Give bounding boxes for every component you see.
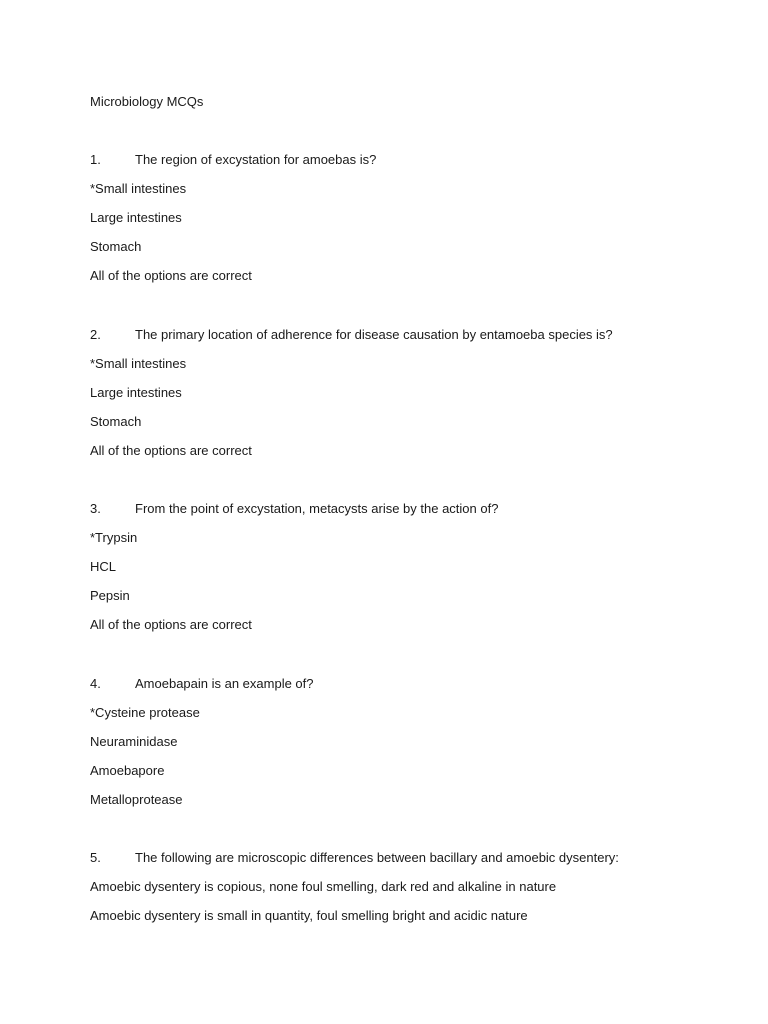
question-2 [90, 327, 613, 343]
answer-option: Pepsin [90, 588, 130, 603]
question-text: The primary location of adherence for disease causation by entamoeba species is? [135, 327, 613, 342]
answer-option: Amoebic dysentery is small in quantity, foul smelling bright and acidic nature [90, 908, 528, 923]
answer-option: All of the options are correct [90, 617, 252, 632]
question-number: 3. [90, 501, 101, 516]
question-text: Amoebapain is an example of? [135, 676, 314, 691]
answer-option: HCL [90, 559, 117, 574]
question-number: 5. [90, 850, 101, 865]
answer-option: Neuraminidase [90, 734, 178, 749]
question-5 [90, 850, 619, 866]
question-text: From the point of excystation, metacysts arise by the action of? [135, 501, 499, 516]
question-number: 1. [90, 152, 101, 167]
answer-option: Amoebapore [90, 763, 165, 778]
question-number: 4. [90, 676, 101, 691]
answer-option: Large intestines [90, 210, 182, 225]
question-text: The region of excystation for amoebas is? [135, 152, 377, 167]
answer-option: Amoebic dysentery is copious, none foul smelling, dark red and alkaline in nature [90, 879, 557, 894]
answer-option: *Small intestines [90, 181, 187, 196]
question-number: 2. [90, 327, 101, 342]
answer-option: *Small intestines [90, 356, 187, 371]
answer-option: All of the options are correct [90, 268, 252, 283]
answer-option: Large intestines [90, 385, 182, 400]
answer-option: Metalloprotease [90, 792, 183, 807]
question-4 [90, 676, 314, 692]
question-text: The following are microscopic differences between bacillary and amoebic dysentery: [135, 850, 619, 865]
answer-option: All of the options are correct [90, 443, 252, 458]
answer-option: *Trypsin [90, 530, 138, 545]
document-title: Microbiology MCQs [90, 94, 204, 109]
question-1 [90, 152, 376, 168]
answer-option: Stomach [90, 239, 142, 254]
answer-option: Stomach [90, 414, 142, 429]
answer-option: *Cysteine protease [90, 705, 200, 720]
question-3 [90, 501, 498, 517]
